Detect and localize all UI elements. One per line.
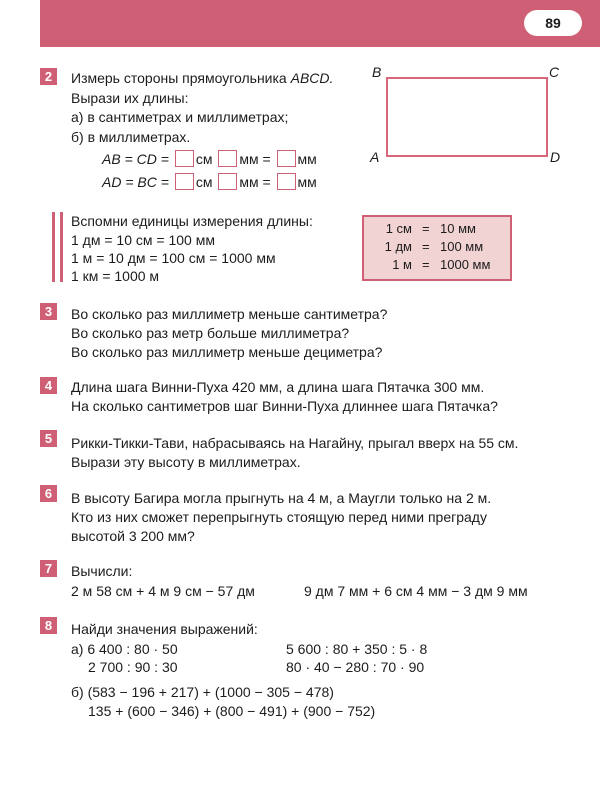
corner-label-c: C	[549, 64, 560, 80]
task2-line2: Вырази их длины:	[71, 90, 189, 106]
task8-title: Найди значения выражений:	[71, 621, 258, 637]
task6-line3: высотой 3 200 мм?	[71, 528, 195, 544]
reminder-line1: 1 дм = 10 см = 100 мм	[71, 232, 215, 248]
units-right: 100 мм	[440, 239, 484, 254]
corner-label-a: A	[370, 149, 380, 165]
task7-title: Вычисли:	[71, 563, 133, 579]
task2-rectangle-name: ABCD.	[290, 70, 334, 86]
task2-line4: б) в миллиметрах.	[71, 129, 191, 145]
task3-line3: Во сколько раз миллиметр меньше дециметра?	[71, 344, 383, 360]
task2-line1	[71, 69, 333, 87]
answer-box[interactable]	[277, 150, 296, 167]
task3-line1: Во сколько раз миллиметр меньше сантиметра?	[71, 306, 388, 322]
task-number-2: 2	[40, 68, 57, 85]
units-right: 10 мм	[440, 221, 476, 236]
task8-a4: 80 · 40 − 280 : 70 · 90	[286, 659, 425, 675]
unit-label: см	[195, 174, 213, 190]
units-eq: =	[422, 239, 430, 254]
answer-box[interactable]	[175, 150, 194, 167]
task-number-8: 8	[40, 617, 57, 634]
answer-box[interactable]	[277, 173, 296, 190]
task6-line1: В высоту Багира могла прыгнуть на 4 м, а Маугли только на 2 м.	[71, 490, 492, 506]
unit-label: мм =	[239, 174, 271, 190]
units-left: 1 м	[392, 257, 412, 272]
task4-line2: На сколько сантиметров шаг Винни-Пуха длиннее шага Пятачка?	[71, 398, 498, 414]
task7-expr2: 9 дм 7 мм + 6 см 4 мм − 3 дм 9 мм	[304, 583, 528, 599]
units-left: 1 дм	[384, 239, 412, 254]
task-number-3: 3	[40, 303, 57, 320]
units-table	[362, 215, 512, 281]
task8-a1: а) 6 400 : 80 · 50	[71, 641, 178, 657]
task5-line2: Вырази эту высоту в миллиметрах.	[71, 454, 301, 470]
task-number-5: 5	[40, 430, 57, 447]
units-left: 1 см	[385, 221, 412, 236]
task2-line1-text: Измерь стороны прямоугольника	[71, 70, 291, 86]
unit-label: см	[195, 151, 213, 167]
task8-b2: 135 + (600 − 346) + (800 − 491) + (900 − 752)	[88, 703, 376, 719]
task2-row2	[102, 173, 317, 191]
unit-label: мм	[297, 174, 317, 190]
reminder-bar	[52, 212, 55, 282]
unit-label: мм =	[239, 151, 271, 167]
task-number-6: 6	[40, 485, 57, 502]
task2-row1-label: AB = CD =	[102, 151, 169, 167]
task7-expr1: 2 м 58 см + 4 м 9 см − 57 дм	[71, 583, 255, 599]
task-number-7: 7	[40, 560, 57, 577]
answer-box[interactable]	[218, 173, 237, 190]
task2-row1	[102, 150, 317, 168]
answer-box[interactable]	[175, 173, 194, 190]
units-right: 1000 мм	[440, 257, 491, 272]
task-number-4: 4	[40, 377, 57, 394]
header-band	[40, 0, 600, 47]
rectangle-abcd-figure	[386, 77, 548, 157]
units-eq: =	[422, 221, 430, 236]
corner-label-b: B	[372, 64, 382, 80]
task8-a2: 2 700 : 90 : 30	[88, 659, 178, 675]
task2-row2-label: AD = BC =	[102, 174, 169, 190]
page-number: 89	[524, 10, 582, 36]
reminder-line3: 1 км = 1000 м	[71, 268, 160, 284]
reminder-line2: 1 м = 10 дм = 100 см = 1000 мм	[71, 250, 276, 266]
task5-line1: Рикки-Тикки-Тави, набрасываясь на Нагайну, прыгал вверх на 55 см.	[71, 435, 519, 451]
task8-b1: б) (583 − 196 + 217) + (1000 − 305 − 478)	[71, 684, 334, 700]
task2-line3: а) в сантиметрах и миллиметрах;	[71, 109, 289, 125]
corner-label-d: D	[550, 149, 561, 165]
answer-box[interactable]	[218, 150, 237, 167]
reminder-bar	[60, 212, 63, 282]
reminder-title: Вспомни единицы измерения длины:	[71, 213, 313, 229]
task4-line1: Длина шага Винни-Пуха 420 мм, а длина шага Пятачка 300 мм.	[71, 379, 485, 395]
task8-a3: 5 600 : 80 + 350 : 5 · 8	[286, 641, 428, 657]
task6-line2: Кто из них сможет перепрыгнуть стоящую перед ними преграду	[71, 509, 487, 525]
unit-label: мм	[297, 151, 317, 167]
units-eq: =	[422, 257, 430, 272]
task3-line2: Во сколько раз метр больше миллиметра?	[71, 325, 350, 341]
